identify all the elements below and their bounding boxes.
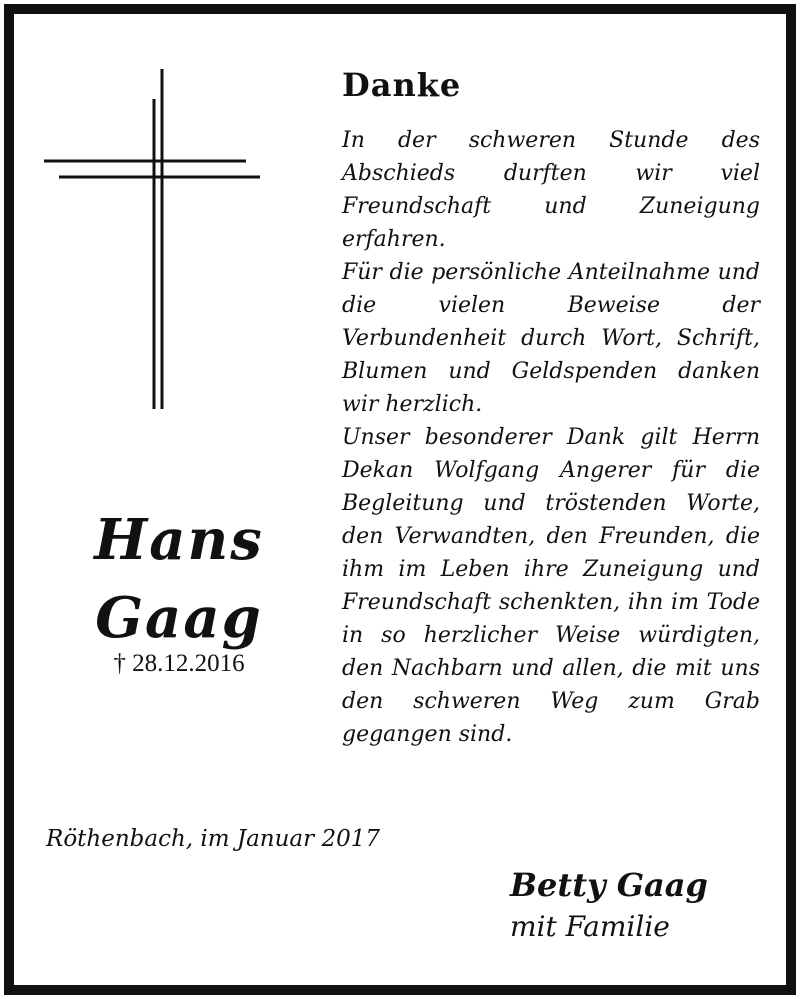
obituary-frame — [4, 4, 796, 995]
signature-name: Betty Gaag — [510, 866, 708, 904]
cross-icon — [14, 14, 314, 434]
notice-paragraph: Unser besonderer Dank gilt Herrn Dekan Wolfgang Angerer für die Begleitung und tröstenden Worte, den Verwandten, den Freunden, die ihm im Leben ihre Zuneigung und Freundschaft schenkten, ihn im Tode in so herzlicher Weise würdigten, den Nachbarn und allen, die mit uns den schweren Weg zum Grab gegangen sind. — [342, 425, 760, 747]
notice-heading: Danke — [342, 66, 462, 104]
notice-body — [342, 124, 760, 751]
death-date: † 28.12.2016 — [113, 650, 245, 677]
signature-subline: mit Familie — [510, 910, 670, 943]
notice-paragraph: In der schweren Stunde des Abschieds durften wir viel Freundschaft und Zuneigung erfahren. — [342, 128, 760, 252]
deceased-last-name: Gaag — [95, 585, 263, 651]
notice-paragraph: Für die persönliche Anteilnahme und die vielen Beweise der Verbundenheit durch Wort, Schrift, Blumen und Geldspenden danken wir herzlich. — [342, 260, 760, 417]
deceased-first-name: Hans — [94, 507, 264, 573]
place-date: Röthenbach, im Januar 2017 — [46, 826, 380, 852]
